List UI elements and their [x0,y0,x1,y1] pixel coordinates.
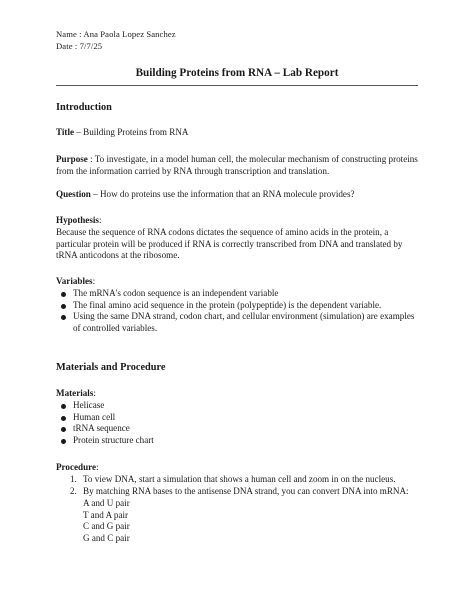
materials-heading: Materials: [56,388,96,398]
purpose-text: : To investigate, in a model human cell, the molecular mechanism of constructing proteins from the information carried by RNA through transcription and translation. [56,154,418,176]
purpose-paragraph [56,154,418,177]
hypothesis-heading: Hypothesis: [56,215,102,225]
base-pair-item: G and C pair [83,532,130,543]
question-label: Question [56,189,91,199]
title-line [56,127,188,139]
purpose-label: Purpose [56,154,88,164]
step-number: 1. [70,474,77,484]
procedure-list [56,474,409,497]
materials-label: Materials [56,388,94,398]
student-name: Name : Ana Paola Lopez Sanchez [56,29,176,39]
base-pair-item: C and G pair [83,521,130,532]
procedure-step [56,474,409,486]
list-item: Using the same DNA strand, codon chart, and cellular environment (simulation) are examples of controlled variables. [56,311,418,334]
question-line [56,189,355,201]
variables-heading: Variables: [56,276,96,286]
document-title: Building Proteins from RNA – Lab Report [135,67,339,79]
step-number: 2. [70,485,77,496]
title-divider [56,85,418,86]
list-item: Protein structure chart [56,435,154,447]
procedure-label: Procedure [56,462,97,472]
list-item: tRNA sequence [56,423,154,435]
base-pair-item: T and A pair [83,509,129,520]
step-text: By matching RNA bases to the antisense DNA strand, you can convert DNA into mRNA: [83,485,409,496]
variables-label: Variables [56,276,93,286]
title-text: – Building Proteins from RNA [74,127,189,137]
hypothesis-paragraph: Because the sequence of RNA codons dictates the sequence of amino acids in the protein, a particular protein will be produced if RNA is correctly transcribed from DNA and translated by tRNA anticodons at the ribosome. [56,227,403,261]
step-text: To view DNA, start a simulation that shows a human cell and zoom in on the nucleus. [83,474,396,484]
question-text: – How do proteins use the information that an RNA molecule provides? [90,189,355,199]
report-date: Date : 7/7/25 [56,41,103,51]
procedure-heading: Procedure: [56,462,99,472]
base-pair-item: A and U pair [83,498,130,508]
variables-list [56,288,418,334]
section-heading-introduction: Introduction [56,102,112,113]
section-heading-materials-procedure: Materials and Procedure [56,362,166,373]
materials-list [56,400,154,446]
list-item: Human cell [56,412,154,424]
list-item: Helicase [56,400,154,412]
title-label: Title [56,127,75,137]
procedure-step [56,486,409,498]
base-pair-list [56,498,130,544]
list-item: The mRNA's codon sequence is an independent variable [56,288,418,300]
hypothesis-label: Hypothesis [56,215,99,225]
list-item: The final amino acid sequence in the protein (polypeptide) is the dependent variable. [56,300,418,312]
